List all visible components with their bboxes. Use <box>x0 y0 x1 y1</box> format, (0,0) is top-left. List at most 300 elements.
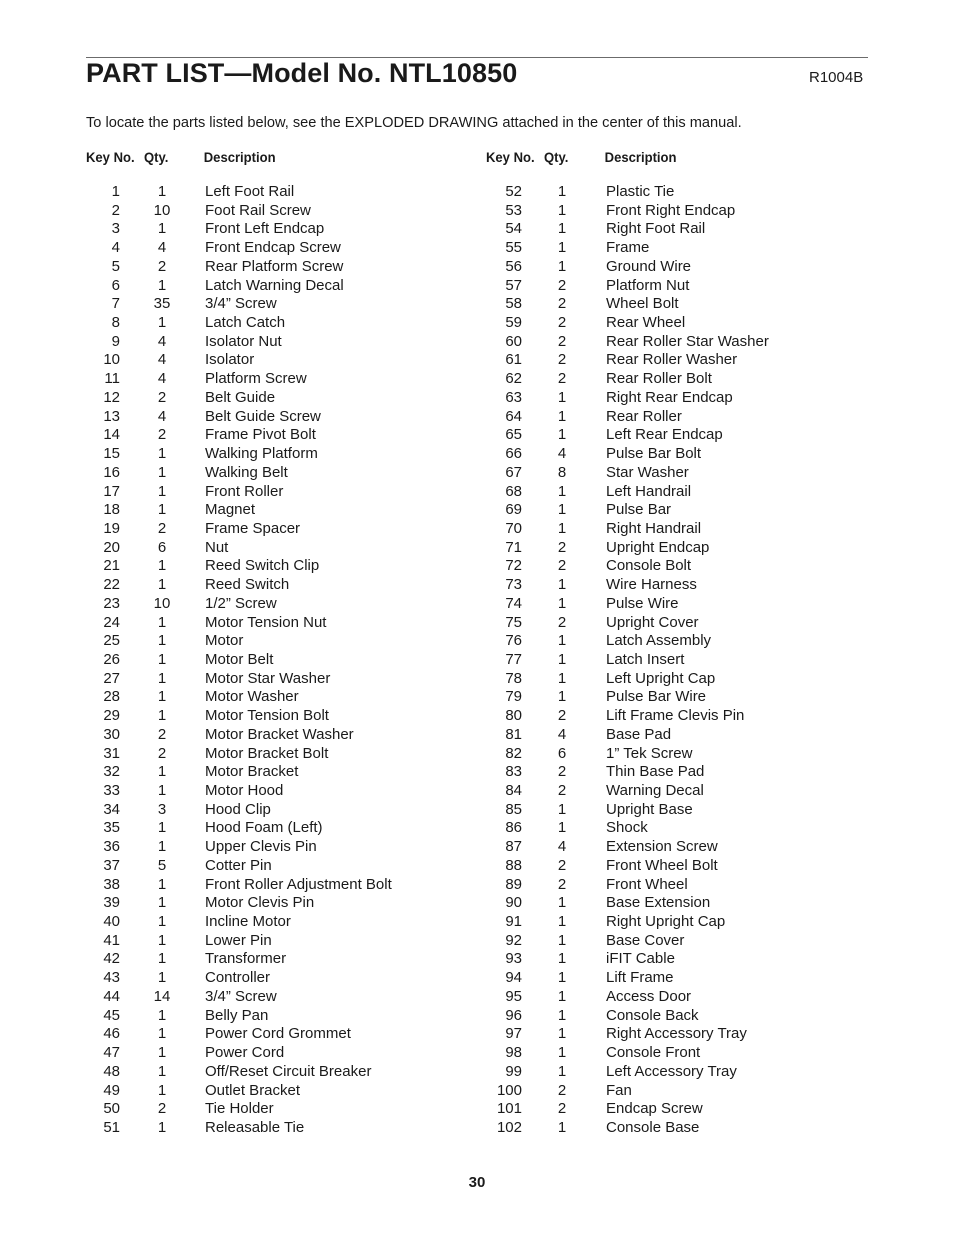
part-key-no: 25 <box>103 632 120 650</box>
part-description: Upper Clevis Pin <box>205 838 317 856</box>
part-description: Base Pad <box>606 725 672 743</box>
part-description: Off/Reset Circuit Breaker <box>205 1062 372 1080</box>
part-key-no: 43 <box>103 969 120 987</box>
part-description: Latch Assembly <box>606 632 712 650</box>
part-description: Rear Roller Bolt <box>606 370 712 388</box>
part-key-no: 61 <box>505 351 522 369</box>
part-description: Left Handrail <box>606 482 692 500</box>
part-qty: 2 <box>557 295 567 313</box>
part-key-no: 97 <box>505 1025 522 1043</box>
part-key-no: 35 <box>103 819 120 837</box>
part-key-no: 92 <box>505 931 522 949</box>
part-qty: 1 <box>157 950 167 968</box>
part-key-no: 70 <box>505 519 522 537</box>
part-key-no: 38 <box>103 875 120 893</box>
part-qty: 2 <box>557 538 567 556</box>
description-header: Description <box>203 150 276 166</box>
part-key-no: 66 <box>505 445 522 463</box>
part-description: Magnet <box>205 501 256 519</box>
part-key-no: 57 <box>505 276 522 294</box>
part-qty: 1 <box>557 969 567 987</box>
part-qty: 10 <box>153 594 171 612</box>
part-qty: 2 <box>557 332 567 350</box>
part-qty: 1 <box>557 669 567 687</box>
part-description: Front Roller <box>205 482 284 500</box>
part-description: Motor <box>205 632 244 650</box>
part-key-no: 64 <box>505 407 522 425</box>
part-qty: 2 <box>557 763 567 781</box>
part-description: Belt Guide Screw <box>205 407 321 425</box>
part-key-no: 44 <box>103 987 120 1005</box>
part-description: Outlet Bracket <box>205 1081 301 1099</box>
part-qty: 1 <box>557 1025 567 1043</box>
part-qty: 2 <box>557 1100 567 1118</box>
part-description: Foot Rail Screw <box>205 201 311 219</box>
part-description: Star Washer <box>606 463 689 481</box>
part-qty: 1 <box>157 707 167 725</box>
part-key-no: 2 <box>111 201 120 219</box>
part-description: Motor Tension Nut <box>205 613 327 631</box>
part-description: 1” Tek Screw <box>606 744 693 762</box>
part-key-no: 83 <box>505 763 522 781</box>
part-description: Power Cord <box>205 1044 285 1062</box>
part-description: 3/4” Screw <box>205 295 277 313</box>
part-qty: 2 <box>557 351 567 369</box>
part-qty: 1 <box>557 482 567 500</box>
part-description: Right Upright Cap <box>606 913 726 931</box>
part-description: Reed Switch Clip <box>205 557 320 575</box>
part-key-no: 11 <box>104 370 120 388</box>
part-qty: 1 <box>557 632 567 650</box>
part-key-no: 101 <box>496 1100 522 1118</box>
part-qty: 2 <box>157 426 167 444</box>
part-key-no: 69 <box>505 501 522 519</box>
part-key-no: 12 <box>103 388 120 406</box>
part-qty: 1 <box>557 650 567 668</box>
part-qty: 35 <box>153 295 171 313</box>
part-key-no: 93 <box>505 950 522 968</box>
part-description: Upright Endcap <box>606 538 710 556</box>
part-description: Rear Wheel <box>606 314 686 332</box>
part-description: Motor Star Washer <box>205 669 331 687</box>
part-qty: 2 <box>157 257 167 275</box>
key-no-header: Key No. <box>486 150 535 166</box>
page-number: 30 <box>468 1174 486 1191</box>
part-description: Rear Platform Screw <box>205 257 344 275</box>
part-qty: 1 <box>557 800 567 818</box>
part-qty: 1 <box>557 931 567 949</box>
part-qty: 2 <box>157 1100 167 1118</box>
part-qty: 1 <box>557 819 567 837</box>
document-code: R1004B <box>809 69 864 86</box>
part-qty: 1 <box>557 594 567 612</box>
part-qty: 4 <box>557 838 567 856</box>
part-qty: 6 <box>557 744 567 762</box>
part-description: Right Rear Endcap <box>606 388 733 406</box>
part-key-no: 23 <box>103 594 120 612</box>
part-key-no: 82 <box>505 744 522 762</box>
part-description: Latch Warning Decal <box>205 276 344 294</box>
part-key-no: 6 <box>111 276 120 294</box>
part-description: Rear Roller Washer <box>606 351 738 369</box>
part-key-no: 53 <box>505 201 522 219</box>
part-qty: 1 <box>157 482 167 500</box>
part-key-no: 26 <box>103 650 120 668</box>
part-key-no: 99 <box>505 1062 522 1080</box>
part-qty: 1 <box>557 576 567 594</box>
part-qty: 4 <box>157 332 167 350</box>
part-qty: 4 <box>557 445 567 463</box>
part-qty: 2 <box>557 613 567 631</box>
part-key-no: 13 <box>103 407 120 425</box>
part-description: Pulse Bar Bolt <box>606 445 702 463</box>
part-qty: 1 <box>157 819 167 837</box>
part-key-no: 18 <box>103 501 120 519</box>
part-description: 3/4” Screw <box>205 987 277 1005</box>
part-key-no: 7 <box>111 295 120 313</box>
part-key-no: 9 <box>111 332 120 350</box>
part-description: Endcap Screw <box>606 1100 703 1118</box>
part-key-no: 78 <box>505 669 522 687</box>
part-qty: 1 <box>157 1118 167 1136</box>
part-description: Walking Belt <box>205 463 288 481</box>
part-description: Front Wheel <box>606 875 688 893</box>
part-qty: 1 <box>157 1044 167 1062</box>
part-key-no: 88 <box>505 856 522 874</box>
part-key-no: 16 <box>103 463 120 481</box>
part-qty: 4 <box>557 725 567 743</box>
part-description: Belly Pan <box>205 1006 269 1024</box>
part-description: Left Foot Rail <box>205 183 295 200</box>
part-key-no: 55 <box>505 239 522 257</box>
part-qty: 4 <box>157 239 167 257</box>
part-qty: 1 <box>157 220 167 238</box>
part-qty: 1 <box>157 913 167 931</box>
part-key-no: 91 <box>505 913 522 931</box>
part-qty: 1 <box>557 894 567 912</box>
part-qty: 1 <box>157 1062 167 1080</box>
part-key-no: 17 <box>103 482 120 500</box>
part-key-no: 63 <box>505 388 522 406</box>
part-key-no: 20 <box>103 538 120 556</box>
part-key-no: 62 <box>505 370 522 388</box>
part-description: Frame Spacer <box>205 519 301 537</box>
part-description: 1/2” Screw <box>205 594 277 612</box>
part-qty: 2 <box>157 519 167 537</box>
part-key-no: 65 <box>505 426 522 444</box>
part-description: Lift Frame <box>606 969 674 987</box>
part-key-no: 94 <box>505 969 522 987</box>
part-key-no: 34 <box>103 800 120 818</box>
part-qty: 2 <box>557 875 567 893</box>
part-qty: 1 <box>557 1118 567 1136</box>
part-key-no: 8 <box>111 314 120 332</box>
part-description: Right Foot Rail <box>606 220 706 238</box>
part-qty: 1 <box>157 669 167 687</box>
part-description: Belt Guide <box>205 388 276 406</box>
part-key-no: 74 <box>505 594 522 612</box>
part-qty: 1 <box>157 650 167 668</box>
part-key-no: 31 <box>103 744 120 762</box>
part-key-no: 21 <box>103 557 120 575</box>
part-key-no: 22 <box>103 576 120 594</box>
part-key-no: 73 <box>505 576 522 594</box>
part-qty: 1 <box>157 1081 167 1099</box>
part-key-no: 3 <box>111 220 120 238</box>
part-key-no: 75 <box>505 613 522 631</box>
part-description: Frame Pivot Bolt <box>205 426 316 444</box>
part-description: Plastic Tie <box>606 183 675 200</box>
part-qty: 6 <box>157 538 167 556</box>
part-key-no: 27 <box>103 669 120 687</box>
part-qty: 1 <box>157 1025 167 1043</box>
part-qty: 1 <box>157 894 167 912</box>
part-qty: 1 <box>557 257 567 275</box>
part-key-no: 89 <box>505 875 522 893</box>
part-description: Upright Base <box>606 800 693 818</box>
part-key-no: 49 <box>103 1081 120 1099</box>
part-description: Console Front <box>606 1044 701 1062</box>
part-description: Transformer <box>205 950 287 968</box>
part-key-no: 84 <box>505 782 522 799</box>
part-description: Warning Decal <box>606 782 704 799</box>
part-key-no: 52 <box>505 183 522 200</box>
part-qty: 1 <box>557 201 567 219</box>
part-key-no: 71 <box>505 538 522 556</box>
part-qty: 2 <box>157 725 167 743</box>
part-description: Isolator <box>205 351 255 369</box>
part-qty: 1 <box>557 913 567 931</box>
part-description: Left Rear Endcap <box>606 426 723 444</box>
part-qty: 1 <box>157 557 167 575</box>
part-key-no: 77 <box>505 650 522 668</box>
part-description: Lower Pin <box>205 931 272 949</box>
part-description: Hood Foam (Left) <box>205 819 323 837</box>
part-description: Rear Roller <box>606 407 682 425</box>
qty-header: Qty. <box>543 150 569 166</box>
part-description: Platform Nut <box>606 276 690 294</box>
part-key-no: 30 <box>103 725 120 743</box>
part-key-no: 41 <box>103 931 120 949</box>
part-qty: 1 <box>157 632 167 650</box>
part-key-no: 15 <box>103 445 120 463</box>
part-key-no: 19 <box>103 519 120 537</box>
part-qty: 2 <box>557 1081 567 1099</box>
part-description: Front Wheel Bolt <box>606 856 718 874</box>
part-qty: 1 <box>557 239 567 257</box>
part-key-no: 46 <box>103 1025 120 1043</box>
part-description: Motor Tension Bolt <box>205 707 329 725</box>
part-key-no: 10 <box>103 351 120 369</box>
part-key-no: 68 <box>505 482 522 500</box>
part-key-no: 67 <box>505 463 522 481</box>
part-key-no: 40 <box>103 913 120 931</box>
part-key-no: 1 <box>111 183 120 200</box>
part-qty: 1 <box>557 1062 567 1080</box>
intro-text: To locate the parts listed below, see the EXPLODED DRAWING attached in the center of this manual. <box>86 115 742 131</box>
part-qty: 2 <box>557 782 567 799</box>
part-key-no: 45 <box>103 1006 120 1024</box>
part-key-no: 72 <box>505 557 522 575</box>
part-key-no: 4 <box>111 239 120 257</box>
part-key-no: 85 <box>505 800 522 818</box>
part-description: Releasable Tie <box>205 1118 305 1136</box>
part-description: Motor Clevis Pin <box>205 894 315 912</box>
part-qty: 1 <box>557 1044 567 1062</box>
part-description: Front Roller Adjustment Bolt <box>205 875 392 893</box>
part-key-no: 76 <box>505 632 522 650</box>
part-qty: 1 <box>557 519 567 537</box>
part-key-no: 36 <box>103 838 120 856</box>
part-qty: 1 <box>557 220 567 238</box>
part-qty: 1 <box>557 426 567 444</box>
qty-header: Qty. <box>143 150 169 166</box>
part-description: Latch Catch <box>205 314 286 332</box>
part-description: Motor Belt <box>205 650 274 668</box>
part-qty: 1 <box>157 576 167 594</box>
part-qty: 1 <box>557 183 567 200</box>
part-qty: 4 <box>157 407 167 425</box>
part-qty: 1 <box>157 969 167 987</box>
part-qty: 1 <box>157 445 167 463</box>
part-description: Isolator Nut <box>205 332 282 350</box>
part-qty: 8 <box>557 463 567 481</box>
part-description: Front Endcap Screw <box>205 239 341 257</box>
part-qty: 1 <box>157 782 167 799</box>
part-key-no: 98 <box>505 1044 522 1062</box>
part-description: Motor Washer <box>205 688 299 706</box>
part-description: Cotter Pin <box>205 856 272 874</box>
part-key-no: 39 <box>103 894 120 912</box>
part-qty: 2 <box>157 744 167 762</box>
part-qty: 1 <box>157 875 167 893</box>
part-description: Console Bolt <box>606 557 692 575</box>
part-key-no: 81 <box>505 725 522 743</box>
part-description: Power Cord Grommet <box>205 1025 351 1043</box>
part-key-no: 29 <box>103 707 120 725</box>
part-qty: 1 <box>557 987 567 1005</box>
part-key-no: 50 <box>103 1100 120 1118</box>
part-description: Upright Cover <box>606 613 699 631</box>
part-key-no: 87 <box>505 838 522 856</box>
part-key-no: 5 <box>111 257 120 275</box>
part-description: Hood Clip <box>205 800 271 818</box>
part-key-no: 37 <box>103 856 120 874</box>
part-qty: 2 <box>557 276 567 294</box>
part-qty: 4 <box>157 351 167 369</box>
part-key-no: 54 <box>505 220 522 238</box>
part-description: Left Upright Cap <box>606 669 716 687</box>
part-key-no: 14 <box>103 426 120 444</box>
part-description: Motor Hood <box>205 782 284 799</box>
part-description: Wire Harness <box>606 576 697 594</box>
part-description: Rear Roller Star Washer <box>606 332 769 350</box>
part-qty: 1 <box>557 1006 567 1024</box>
part-qty: 1 <box>157 613 167 631</box>
part-description: Wheel Bolt <box>606 295 679 313</box>
part-description: Left Accessory Tray <box>606 1062 737 1080</box>
part-qty: 1 <box>157 1006 167 1024</box>
part-description: Motor Bracket <box>205 763 299 781</box>
part-description: Base Extension <box>606 894 711 912</box>
part-key-no: 42 <box>103 950 120 968</box>
part-qty: 1 <box>157 501 167 519</box>
part-qty: 1 <box>557 501 567 519</box>
part-key-no: 33 <box>103 782 120 799</box>
part-description: Thin Base Pad <box>606 763 705 781</box>
part-qty: 1 <box>157 314 167 332</box>
part-description: Lift Frame Clevis Pin <box>606 707 745 725</box>
part-description: Motor Bracket Washer <box>205 725 354 743</box>
part-description: Front Left Endcap <box>205 220 325 238</box>
part-key-no: 48 <box>103 1062 120 1080</box>
part-qty: 1 <box>557 950 567 968</box>
part-description: Frame <box>606 239 650 257</box>
part-description: Platform Screw <box>205 370 307 388</box>
part-description: Motor Bracket Bolt <box>205 744 329 762</box>
part-qty: 2 <box>557 557 567 575</box>
part-qty: 1 <box>157 763 167 781</box>
part-description: Tie Holder <box>205 1100 274 1118</box>
part-key-no: 86 <box>505 819 522 837</box>
part-key-no: 47 <box>103 1044 120 1062</box>
part-qty: 4 <box>157 370 167 388</box>
part-description: Walking Platform <box>205 445 318 463</box>
part-description: Front Right Endcap <box>606 201 736 219</box>
part-qty: 1 <box>157 276 167 294</box>
part-description: Console Back <box>606 1006 699 1024</box>
part-description: Latch Insert <box>606 650 685 668</box>
part-qty: 1 <box>557 388 567 406</box>
part-key-no: 51 <box>103 1118 120 1136</box>
part-description: Extension Screw <box>606 838 718 856</box>
part-qty: 1 <box>557 688 567 706</box>
part-description: iFIT Cable <box>606 950 675 968</box>
part-description: Pulse Wire <box>606 594 679 612</box>
part-description: Fan <box>606 1081 632 1099</box>
part-key-no: 28 <box>103 688 120 706</box>
part-qty: 2 <box>557 314 567 332</box>
part-key-no: 80 <box>505 707 522 725</box>
part-description: Ground Wire <box>606 257 692 275</box>
part-description: Right Handrail <box>606 519 702 537</box>
part-qty: 10 <box>153 201 171 219</box>
part-description: Pulse Bar Wire <box>606 688 707 706</box>
part-key-no: 90 <box>505 894 522 912</box>
description-header: Description <box>604 150 677 166</box>
part-key-no: 60 <box>505 332 522 350</box>
part-qty: 2 <box>557 707 567 725</box>
part-qty: 1 <box>157 931 167 949</box>
part-key-no: 95 <box>505 987 522 1005</box>
part-key-no: 96 <box>505 1006 522 1024</box>
part-key-no: 58 <box>505 295 522 313</box>
part-qty: 2 <box>557 370 567 388</box>
part-key-no: 79 <box>505 688 522 706</box>
part-qty: 1 <box>157 183 167 200</box>
part-description: Nut <box>205 538 229 556</box>
part-description: Right Accessory Tray <box>606 1025 747 1043</box>
part-description: Access Door <box>606 987 692 1005</box>
part-description: Console Base <box>606 1118 700 1136</box>
part-qty: 1 <box>157 688 167 706</box>
part-key-no: 59 <box>505 314 522 332</box>
part-qty: 3 <box>157 800 167 818</box>
part-description: Reed Switch <box>205 576 290 594</box>
part-qty: 1 <box>157 838 167 856</box>
part-key-no: 102 <box>496 1118 522 1136</box>
page-title: PART LIST—Model No. NTL10850 <box>86 58 518 88</box>
